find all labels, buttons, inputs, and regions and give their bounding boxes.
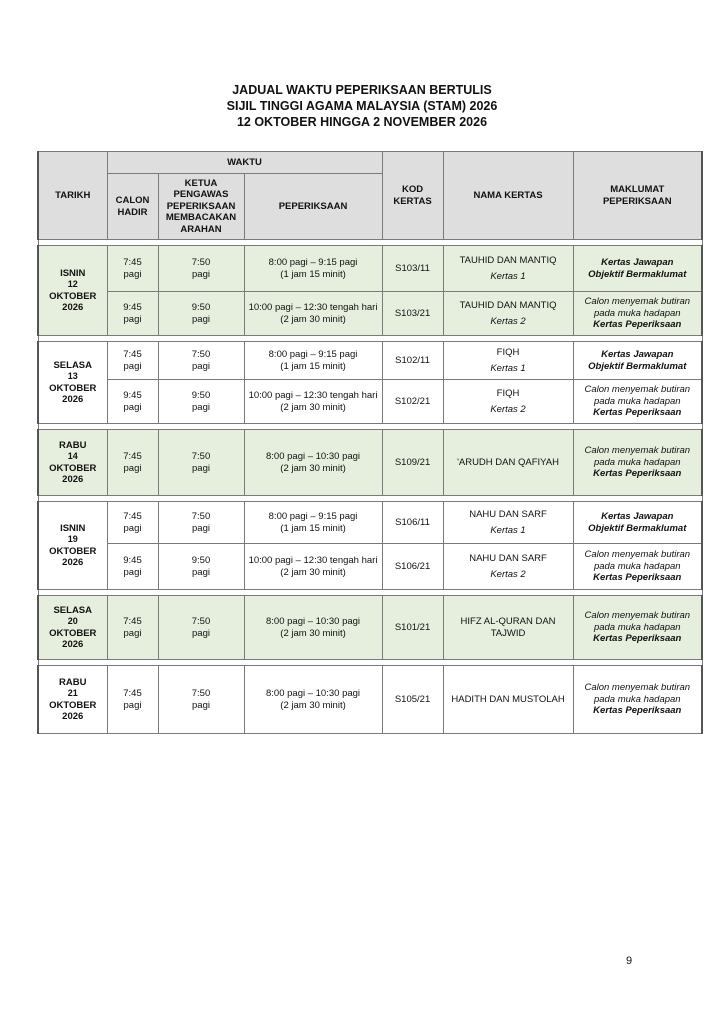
paper-number: Kertas 2	[490, 403, 526, 415]
kod-kertas: S102/21	[382, 380, 443, 424]
exam-time-range: 8:00 pagi – 10:30 pagi	[266, 616, 361, 627]
calon-period: pagi	[123, 313, 142, 325]
note-line-2: Objektif Bermaklumat	[588, 268, 687, 280]
day-name: ISNIN	[60, 267, 86, 279]
ketua-period: pagi	[192, 268, 210, 280]
exam-time-range: 10:00 pagi – 12:30 tengah hari	[248, 555, 378, 566]
exam-date-cell	[38, 502, 107, 590]
paper-name: FIQH	[496, 388, 520, 399]
year: 2026	[62, 302, 84, 313]
note-line-2: Objektif Bermaklumat	[588, 522, 687, 534]
exam-duration: (2 jam 30 minit)	[280, 627, 346, 639]
exam-time-range: 10:00 pagi – 12:30 tengah hari	[248, 390, 378, 401]
month-name: OKTOBER	[49, 382, 97, 394]
year: 2026	[62, 639, 84, 650]
day-name: ISNIN	[60, 522, 86, 534]
nama-kertas	[443, 502, 573, 544]
exam-date-cell	[38, 596, 107, 660]
maklumat-peperiksaan	[573, 246, 702, 292]
note-line-2: Objektif Bermaklumat	[588, 360, 687, 372]
title-line-1: JADUAL WAKTU PEPERIKSAAN BERTULIS	[232, 83, 492, 97]
exam-date-cell	[38, 430, 107, 496]
paper-name: 'ARUDH DAN QAFIYAH	[457, 456, 559, 468]
note-line-2: pada muka hadapan	[593, 395, 681, 407]
ketua-time: 7:50	[191, 688, 211, 699]
document-title	[0, 82, 724, 130]
day-name: SELASA	[53, 604, 93, 616]
calon-hadir-time	[107, 502, 158, 544]
exam-session-row	[38, 246, 702, 292]
page-number: 9	[626, 955, 633, 967]
exam-session-row	[38, 342, 702, 380]
ketua-time: 9:50	[191, 555, 211, 566]
ketua-pengawas-time	[158, 502, 244, 544]
nama-kertas	[443, 596, 573, 660]
exam-session-row	[38, 544, 702, 590]
paper-name: NAHU DAN SARF	[469, 509, 547, 520]
maklumat-peperiksaan	[573, 342, 702, 380]
maklumat-peperiksaan	[573, 666, 702, 734]
exam-time-range: 8:00 pagi – 9:15 pagi	[268, 511, 358, 522]
exam-session-row	[38, 666, 702, 734]
exam-date-cell	[38, 342, 107, 424]
day-number: 12	[67, 279, 78, 289]
nama-kertas	[443, 246, 573, 292]
ketua-period: pagi	[192, 522, 210, 534]
title-line-3: 12 OKTOBER HINGGA 2 NOVEMBER 2026	[236, 115, 488, 129]
ketua-time: 7:50	[191, 511, 211, 522]
header-ketua-pengawas: KETUA PENGAWAS PEPERIKSAAN MEMBACAKAN ARAHAN	[158, 174, 244, 240]
ketua-period: pagi	[192, 360, 210, 372]
note-line-3: Kertas Peperiksaan	[593, 468, 682, 480]
kod-kertas: S106/21	[382, 544, 443, 590]
note-line-2: pada muka hadapan	[593, 456, 681, 468]
calon-time: 9:45	[123, 555, 142, 566]
exam-date-cell	[38, 246, 107, 336]
note-line-1: Calon menyemak butiran	[584, 610, 691, 622]
paper-name: FIQH	[496, 347, 520, 358]
note-line-1: Calon menyemak butiran	[584, 682, 691, 694]
ketua-pengawas-time	[158, 544, 244, 590]
day-number: 19	[67, 534, 78, 544]
calon-time: 9:45	[123, 390, 142, 401]
note-line-1: Calon menyemak butiran	[584, 384, 691, 396]
exam-time-range: 8:00 pagi – 9:15 pagi	[268, 349, 358, 360]
note-line-3: Kertas Peperiksaan	[593, 633, 682, 645]
day-number: 21	[67, 688, 78, 698]
exam-duration: (1 jam 15 minit)	[280, 268, 346, 280]
paper-name: TAUHID DAN MANTIQ	[459, 255, 557, 266]
exam-date-cell	[38, 666, 107, 734]
ketua-pengawas-time	[158, 666, 244, 734]
calon-time: 7:45	[123, 451, 142, 462]
ketua-time: 7:50	[191, 349, 211, 360]
note-line-3: Kertas Peperiksaan	[593, 319, 682, 331]
ketua-period: pagi	[192, 462, 210, 474]
paper-number: Kertas 1	[490, 362, 526, 374]
calon-time: 9:45	[123, 302, 142, 313]
kod-kertas: S103/11	[382, 246, 443, 292]
paper-number: Kertas 2	[490, 315, 526, 327]
year: 2026	[62, 711, 84, 722]
maklumat-peperiksaan	[573, 380, 702, 424]
year: 2026	[62, 557, 84, 568]
ketua-time: 9:50	[191, 390, 211, 401]
exam-session-row	[38, 292, 702, 336]
paper-number: Kertas 1	[490, 270, 526, 282]
exam-duration: (2 jam 30 minit)	[280, 401, 346, 413]
exam-duration: (1 jam 15 minit)	[280, 522, 346, 534]
paper-number: Kertas 1	[490, 524, 526, 536]
calon-hadir-time	[107, 246, 158, 292]
ketua-period: pagi	[192, 699, 210, 711]
kod-kertas: S103/21	[382, 292, 443, 336]
maklumat-peperiksaan	[573, 292, 702, 336]
note-line-3: Kertas Peperiksaan	[593, 407, 682, 419]
peperiksaan-time	[244, 430, 382, 496]
note-line-1: Calon menyemak butiran	[584, 549, 691, 561]
note-line-2: pada muka hadapan	[593, 621, 681, 633]
year: 2026	[62, 474, 84, 485]
ketua-pengawas-time	[158, 430, 244, 496]
calon-hadir-time	[107, 544, 158, 590]
calon-hadir-time	[107, 666, 158, 734]
note-line-2: pada muka hadapan	[593, 307, 681, 319]
peperiksaan-time	[244, 342, 382, 380]
month-name: OKTOBER	[49, 699, 97, 711]
calon-time: 7:45	[123, 349, 142, 360]
paper-number: Kertas 2	[490, 568, 526, 580]
paper-name: NAHU DAN SARF	[469, 553, 547, 564]
exam-time-range: 8:00 pagi – 9:15 pagi	[268, 257, 358, 268]
month-name: OKTOBER	[49, 545, 97, 557]
paper-name: TAUHID DAN MANTIQ	[459, 300, 557, 311]
calon-period: pagi	[123, 462, 142, 474]
note-line-1: Calon menyemak butiran	[584, 445, 691, 457]
ketua-time: 7:50	[191, 451, 211, 462]
header-calon-hadir: CALON HADIR	[107, 174, 158, 240]
maklumat-peperiksaan	[573, 430, 702, 496]
ketua-time: 7:50	[191, 616, 211, 627]
kod-kertas: S109/21	[382, 430, 443, 496]
ketua-pengawas-time	[158, 596, 244, 660]
exam-session-row	[38, 380, 702, 424]
month-name: OKTOBER	[49, 290, 97, 302]
ketua-period: pagi	[192, 627, 210, 639]
day-name: SELASA	[53, 359, 93, 371]
calon-period: pagi	[123, 699, 142, 711]
calon-hadir-time	[107, 380, 158, 424]
nama-kertas	[443, 342, 573, 380]
peperiksaan-time	[244, 666, 382, 734]
maklumat-peperiksaan	[573, 596, 702, 660]
header-peperiksaan: PEPERIKSAAN	[244, 174, 382, 240]
calon-period: pagi	[123, 522, 142, 534]
month-name: OKTOBER	[49, 627, 97, 639]
kod-kertas: S106/11	[382, 502, 443, 544]
note-line-2: pada muka hadapan	[593, 560, 681, 572]
calon-hadir-time	[107, 596, 158, 660]
exam-time-range: 8:00 pagi – 10:30 pagi	[266, 451, 361, 462]
exam-session-row	[38, 430, 702, 496]
note-line-1: Calon menyemak butiran	[584, 296, 691, 308]
note-line-2: pada muka hadapan	[593, 693, 681, 705]
title-line-2: SIJIL TINGGI AGAMA MALAYSIA (STAM) 2026	[226, 99, 498, 113]
paper-name: HIFZ AL-QURAN DAN TAJWID	[460, 616, 556, 639]
ketua-period: pagi	[192, 313, 210, 325]
kod-kertas: S105/21	[382, 666, 443, 734]
ketua-pengawas-time	[158, 380, 244, 424]
exam-duration: (2 jam 30 minit)	[280, 462, 346, 474]
ketua-period: pagi	[192, 566, 210, 578]
nama-kertas	[443, 380, 573, 424]
note-line-1: Kertas Jawapan	[601, 511, 674, 522]
note-line-3: Kertas Peperiksaan	[593, 572, 682, 584]
day-number: 13	[67, 371, 78, 381]
ketua-pengawas-time	[158, 292, 244, 336]
calon-time: 7:45	[123, 257, 142, 268]
calon-hadir-time	[107, 292, 158, 336]
calon-period: pagi	[123, 401, 142, 413]
kod-kertas: S101/21	[382, 596, 443, 660]
calon-period: pagi	[123, 268, 142, 280]
calon-time: 7:45	[123, 688, 142, 699]
note-line-3: Kertas Peperiksaan	[593, 705, 682, 717]
maklumat-peperiksaan	[573, 502, 702, 544]
day-name: RABU	[59, 439, 87, 451]
ketua-time: 9:50	[191, 302, 211, 313]
month-name: OKTOBER	[49, 462, 97, 474]
exam-duration: (2 jam 30 minit)	[280, 313, 346, 325]
peperiksaan-time	[244, 380, 382, 424]
calon-period: pagi	[123, 627, 142, 639]
exam-duration: (2 jam 30 minit)	[280, 566, 346, 578]
nama-kertas	[443, 430, 573, 496]
nama-kertas	[443, 292, 573, 336]
ketua-period: pagi	[192, 401, 210, 413]
calon-period: pagi	[123, 566, 142, 578]
header-waktu: WAKTU	[107, 152, 382, 174]
ketua-pengawas-time	[158, 342, 244, 380]
note-line-1: Kertas Jawapan	[601, 349, 674, 360]
peperiksaan-time	[244, 246, 382, 292]
exam-duration: (1 jam 15 minit)	[280, 360, 346, 372]
day-number: 14	[67, 451, 78, 461]
peperiksaan-time	[244, 292, 382, 336]
header-maklumat: MAKLUMAT PEPERIKSAAN	[573, 152, 702, 240]
note-line-1: Kertas Jawapan	[601, 257, 674, 268]
header-tarikh: TARIKH	[38, 152, 107, 240]
nama-kertas	[443, 666, 573, 734]
exam-schedule-table	[37, 151, 703, 734]
exam-time-range: 10:00 pagi – 12:30 tengah hari	[248, 302, 378, 313]
day-number: 20	[67, 616, 78, 626]
header-kod-kertas: KOD KERTAS	[382, 152, 443, 240]
nama-kertas	[443, 544, 573, 590]
exam-session-row	[38, 596, 702, 660]
kod-kertas: S102/11	[382, 342, 443, 380]
calon-time: 7:45	[123, 511, 142, 522]
calon-period: pagi	[123, 360, 142, 372]
header-nama-kertas: NAMA KERTAS	[443, 152, 573, 240]
maklumat-peperiksaan	[573, 544, 702, 590]
exam-session-row	[38, 502, 702, 544]
peperiksaan-time	[244, 544, 382, 590]
peperiksaan-time	[244, 502, 382, 544]
calon-hadir-time	[107, 342, 158, 380]
peperiksaan-time	[244, 596, 382, 660]
calon-hadir-time	[107, 430, 158, 496]
ketua-time: 7:50	[191, 257, 211, 268]
exam-time-range: 8:00 pagi – 10:30 pagi	[266, 688, 361, 699]
year: 2026	[62, 394, 84, 405]
exam-duration: (2 jam 30 minit)	[280, 699, 346, 711]
ketua-pengawas-time	[158, 246, 244, 292]
day-name: RABU	[59, 676, 87, 688]
calon-time: 7:45	[123, 616, 142, 627]
paper-name: HADITH DAN MUSTOLAH	[451, 693, 565, 705]
